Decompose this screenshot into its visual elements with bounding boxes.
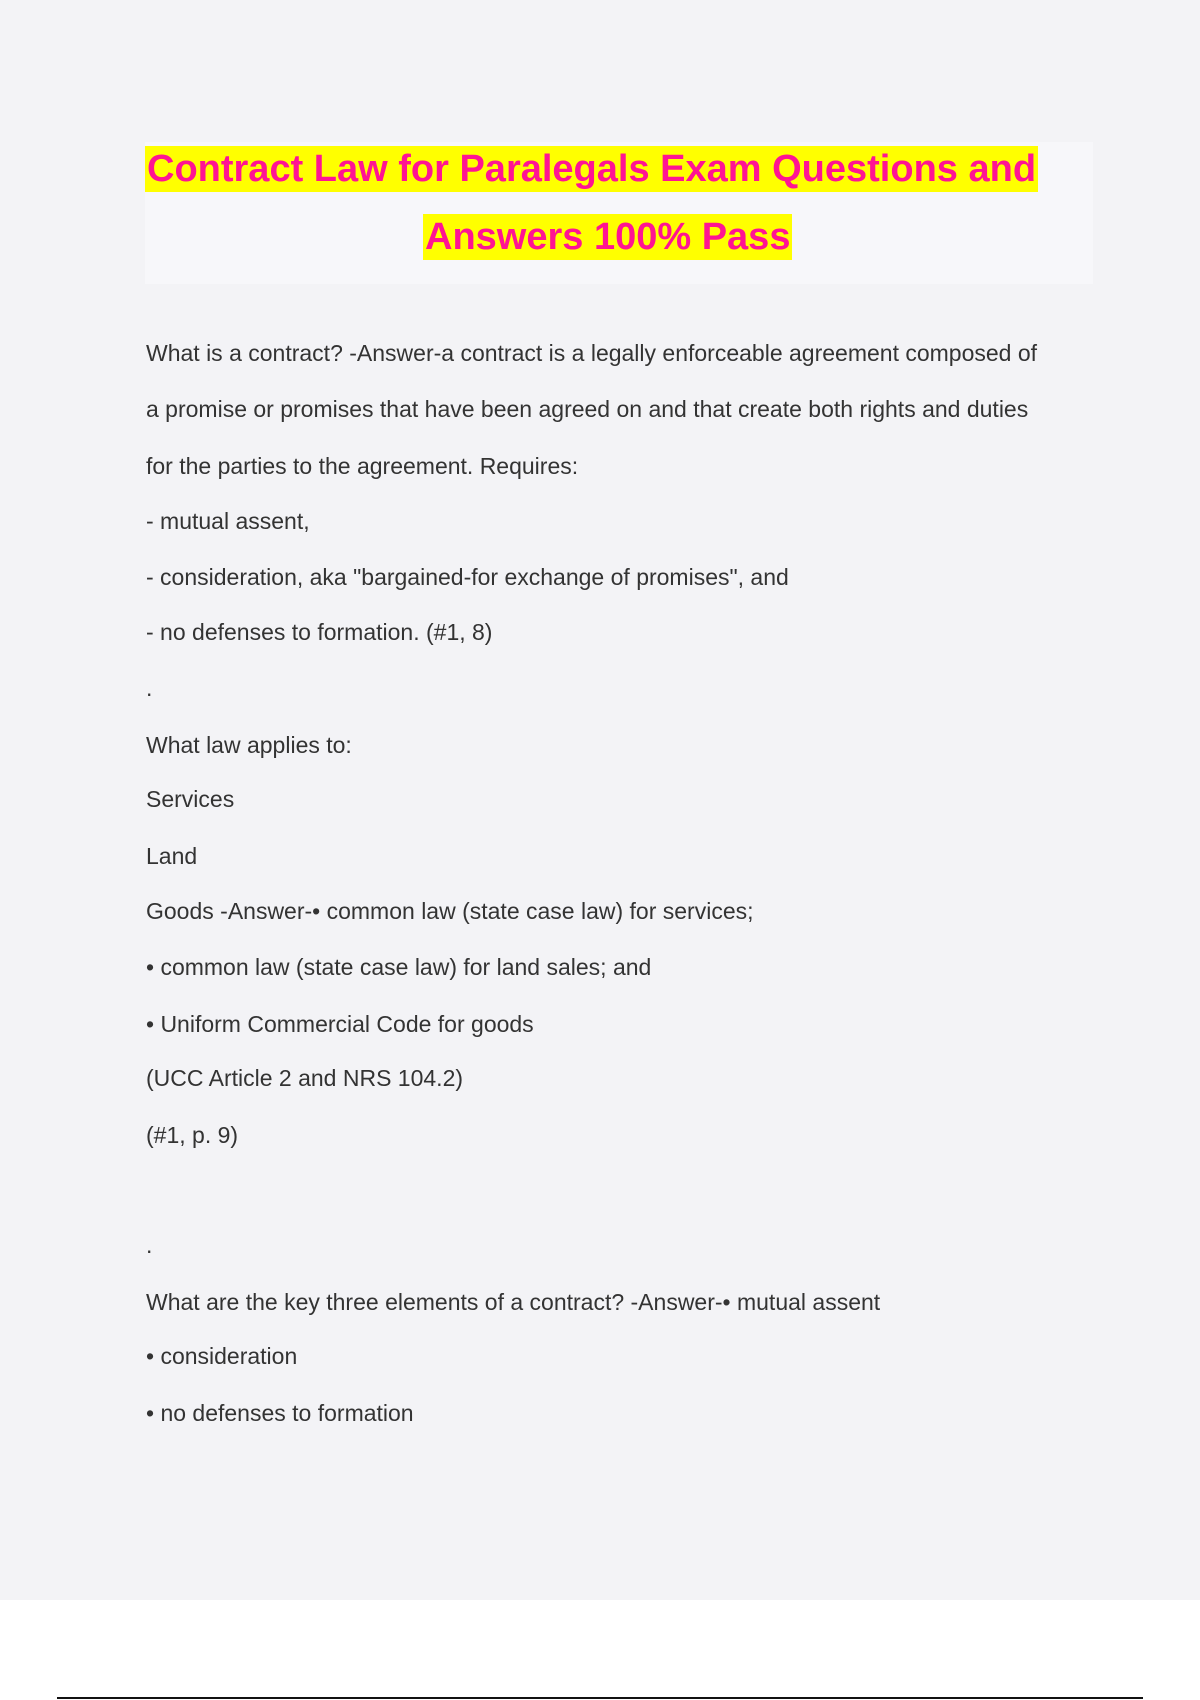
title-block: [145, 142, 1093, 284]
body-line: - no defenses to formation. (#1, 8): [146, 619, 493, 645]
footer-divider: [57, 1697, 1143, 1699]
separator-dot: .: [146, 675, 153, 701]
body-line: What is a contract? -Answer-a contract is a legally enforceable agreement composed of: [146, 340, 1038, 366]
body-line: Goods -Answer-• common law (state case law) for services;: [146, 898, 754, 924]
body-line: What law applies to:: [146, 732, 352, 758]
body-line: - mutual assent,: [146, 508, 310, 534]
body-line: a promise or promises that have been agreed on and that create both rights and duties: [146, 396, 1029, 422]
body-line: for the parties to the agreement. Requires:: [146, 453, 579, 479]
body-line: (UCC Article 2 and NRS 104.2): [146, 1065, 464, 1091]
body-line: Services: [146, 786, 235, 812]
body-line: • no defenses to formation: [146, 1400, 414, 1426]
body-line: What are the key three elements of a contract? -Answer-• mutual assent: [146, 1289, 881, 1315]
body-line: • common law (state case law) for land sales; and: [146, 954, 652, 980]
body-line: (#1, p. 9): [146, 1122, 239, 1148]
body-line: Land: [146, 843, 198, 869]
body-line: • Uniform Commercial Code for goods: [146, 1011, 534, 1037]
body-line: - consideration, aka "bargained-for exchange of promises", and: [146, 564, 789, 590]
document-title-line-2: Answers 100% Pass: [425, 216, 791, 258]
body-line: • consideration: [146, 1343, 298, 1369]
separator-dot: .: [146, 1232, 153, 1258]
document-title-line-1: Contract Law for Paralegals Exam Questions and: [147, 148, 1037, 190]
